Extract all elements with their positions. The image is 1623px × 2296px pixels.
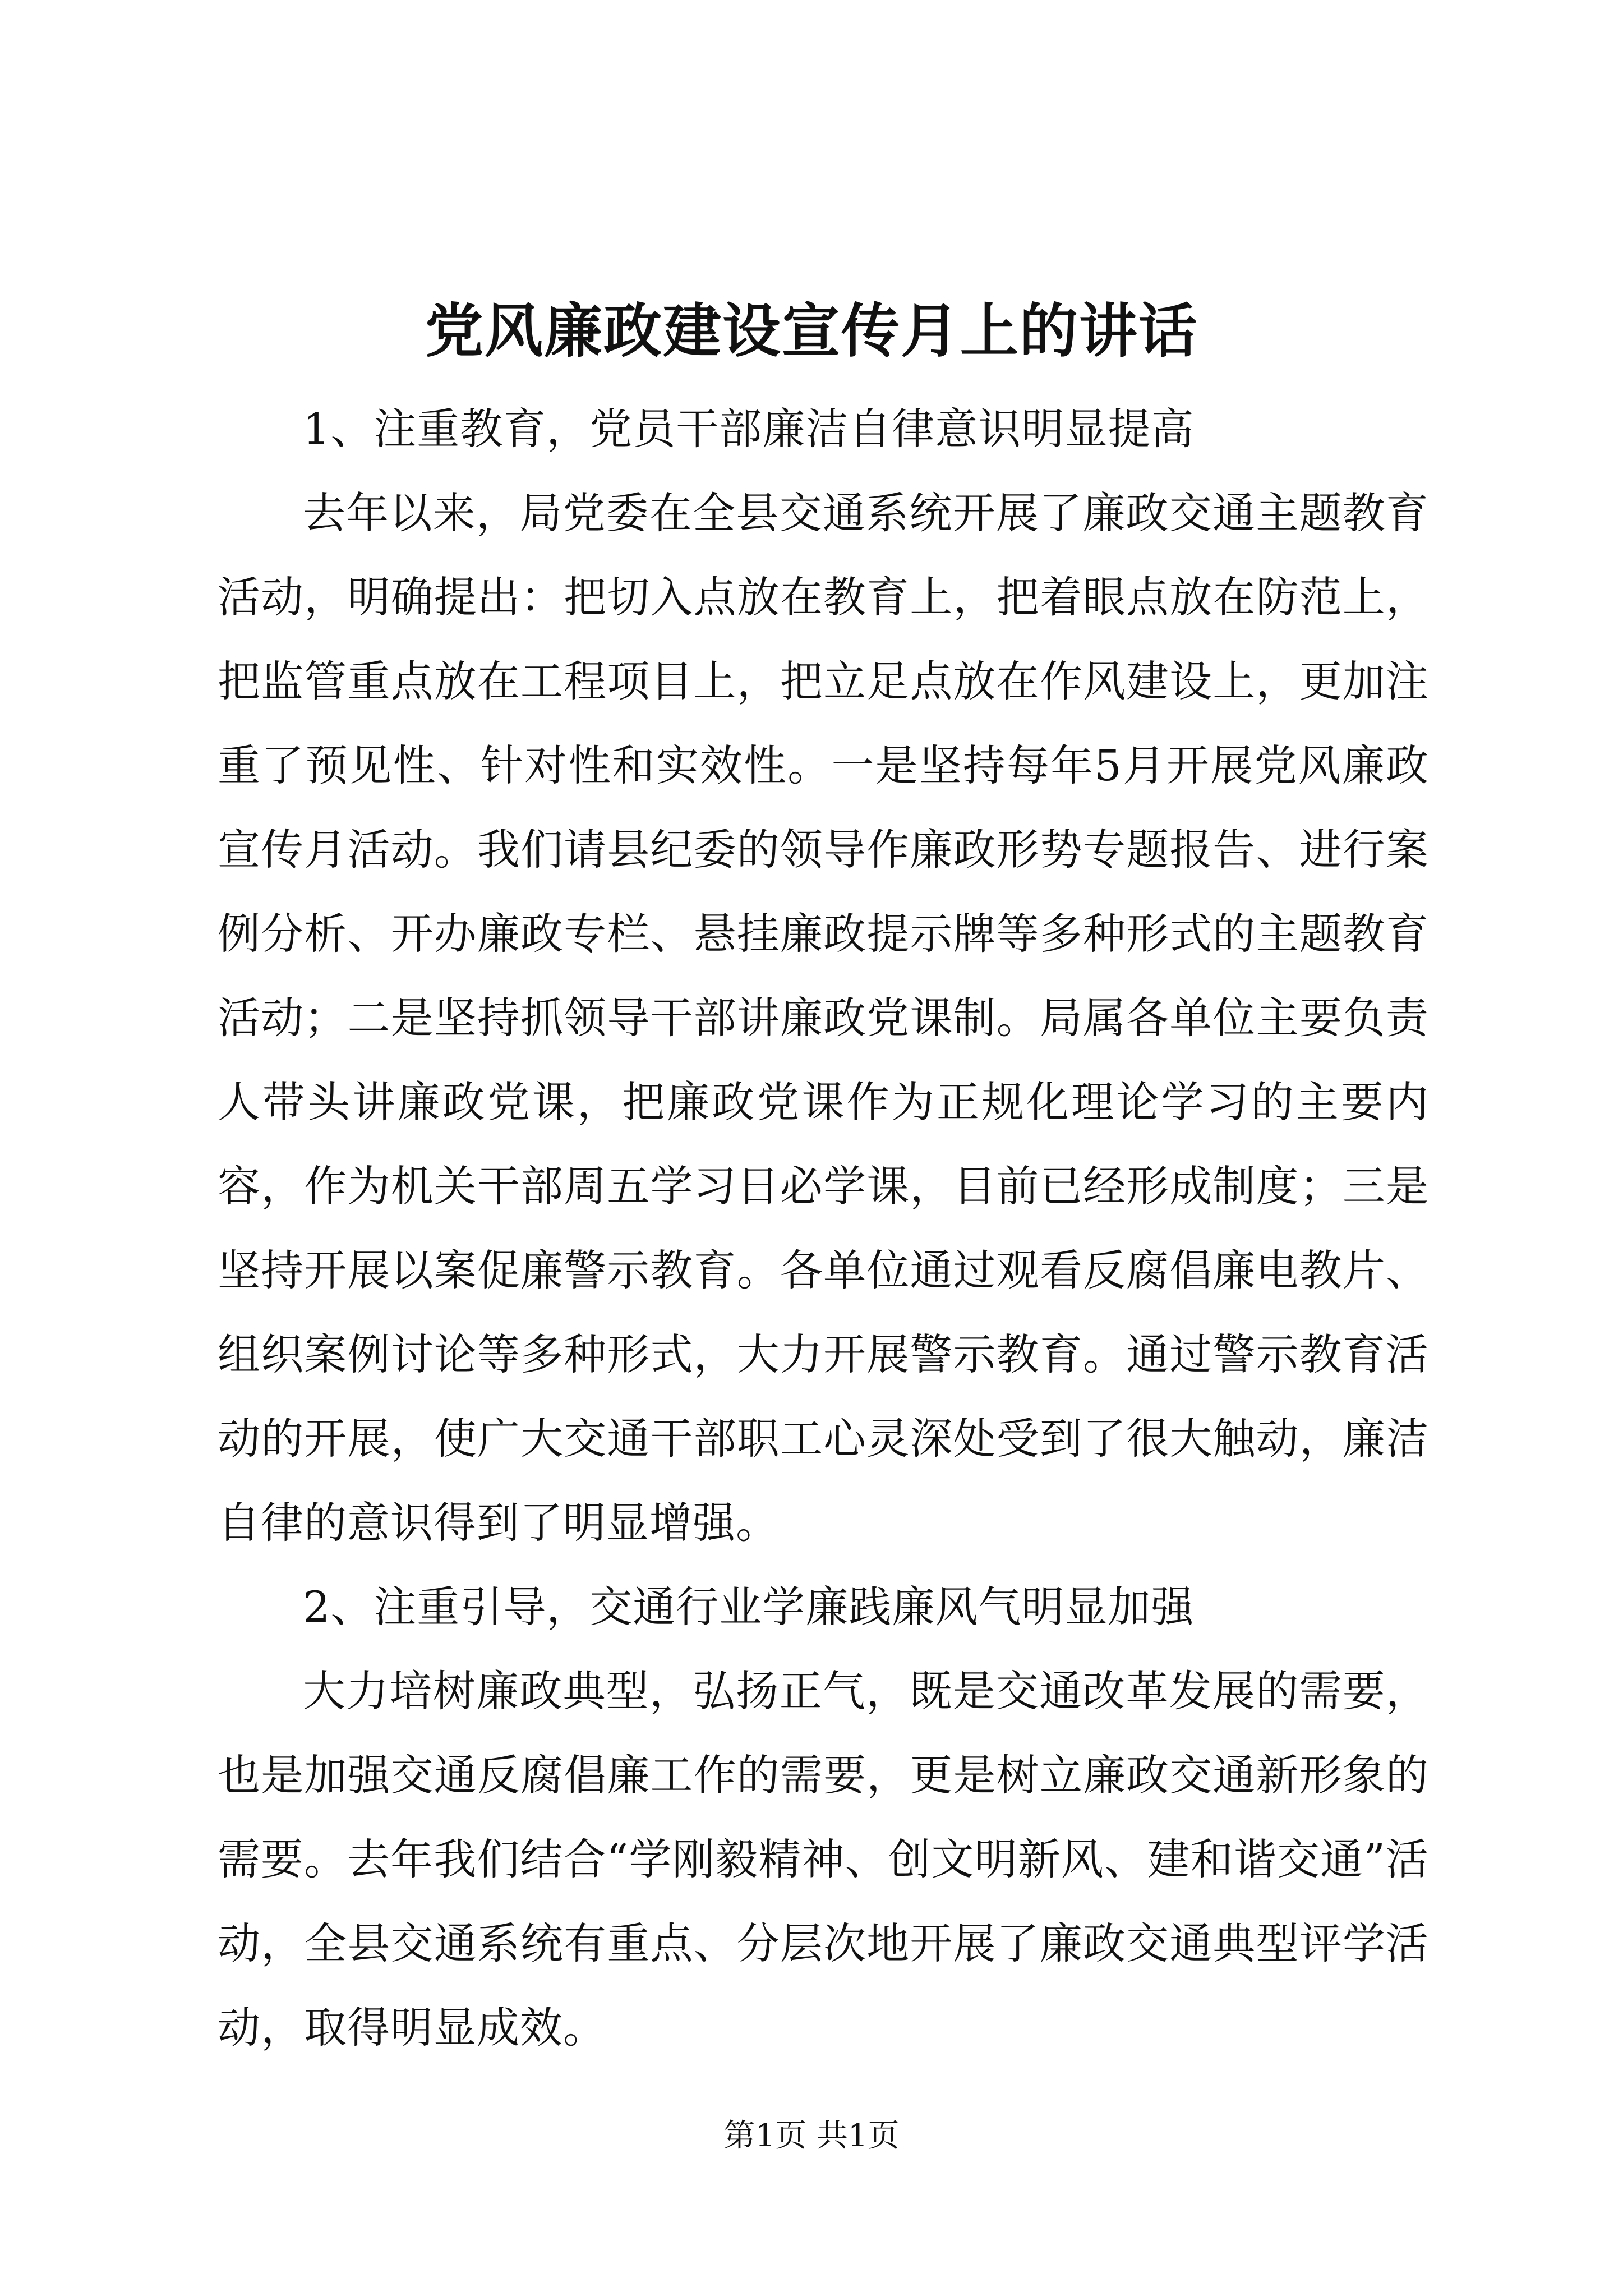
page-footer: 第1页 共1页: [723, 2118, 900, 2154]
document-body: [218, 387, 1429, 2070]
paragraph-1: 去年以来，局党委在全县交通系统开展了廉政交通主题教育活动，明确提出：把切入点放在教育上，把着眼点放在防范上，把监管重点放在工程项目上，把立足点放在作风建设上，更加注重了预见性、针对性和实效性。一是坚持每年5月开展党风廉政宣传月活动。我们请县纪委的领导作廉政形势专题报告、进行案例分析、开办廉政专栏、悬挂廉政提示牌等多种形式的主题教育活动；二是坚持抓领导干部讲廉政党课制。局属各单位主要负责人带头讲廉政党课，把廉政党课作为正规化理论学习的主要内容，作为机关干部周五学习日必学课，目前已经形成制度；三是坚持开展以案促廉警示教育。各单位通过观看反腐倡廉电教片、组织案例讨论等多种形式，大力开展警示教育。通过警示教育活动的开展，使广大交通干部职工心灵深处受到了很大触动，廉洁自律的意识得到了明显增强。: [218, 488, 1429, 1548]
section-heading-2: 2、注重引导，交通行业学廉践廉风气明显加强: [303, 1582, 1195, 1632]
document-title: 党风廉政建设宣传月上的讲话: [425, 296, 1198, 365]
paragraph-2: 大力培树廉政典型，弘扬正气，既是交通改革发展的需要，也是加强交通反腐倡廉工作的需要，更是树立廉政交通新形象的需要。去年我们结合“学刚毅精神、创文明新风、建和谐交通”活动，全县交通系统有重点、分层次地开展了廉政交通典型评学活动，取得明显成效。: [218, 1666, 1429, 2053]
section-heading-1: 1、注重教育，党员干部廉洁自律意识明显提高: [303, 404, 1195, 454]
